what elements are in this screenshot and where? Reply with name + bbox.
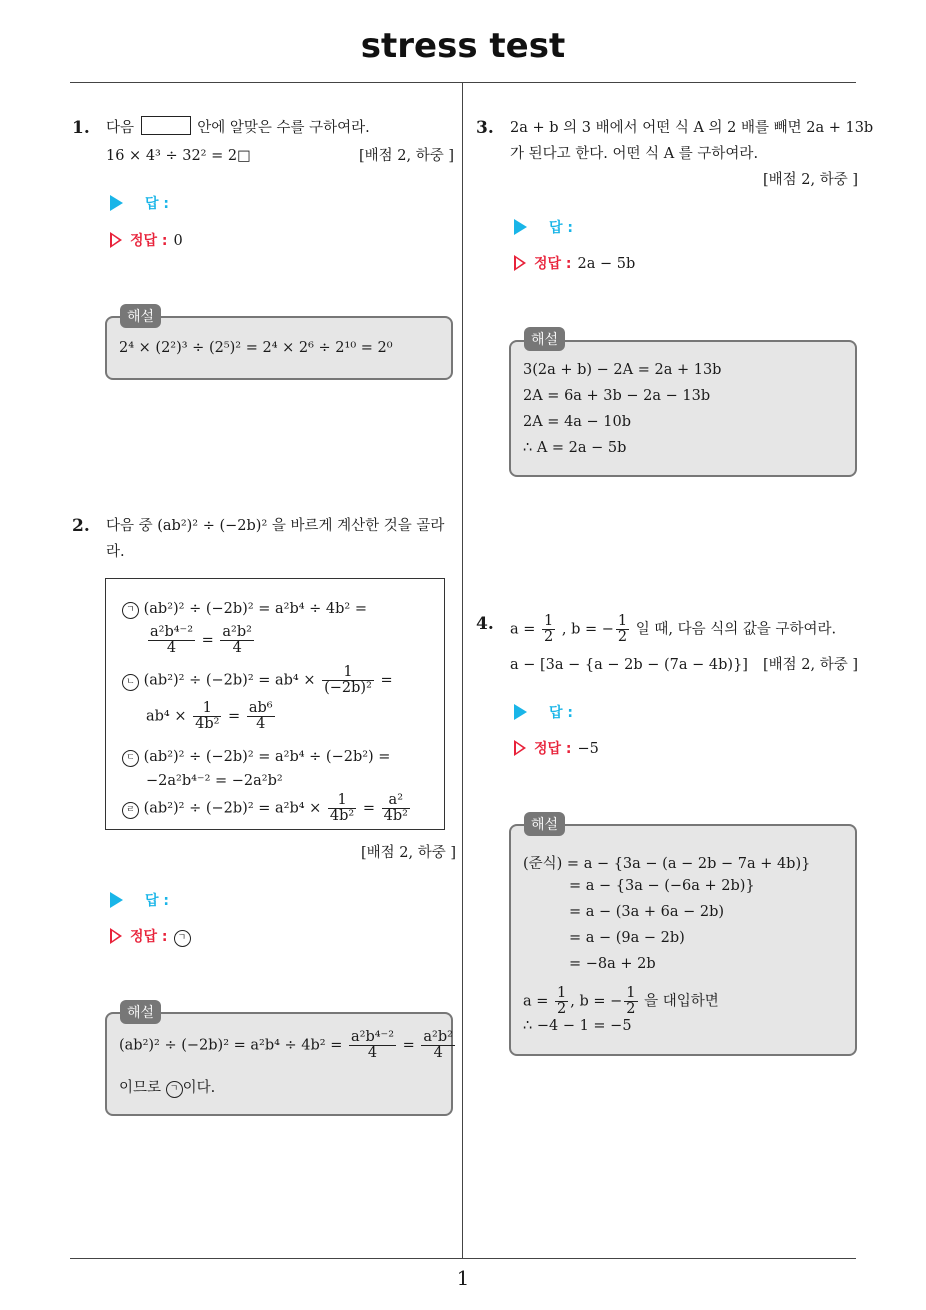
correct-answer-3-value: 2a − 5b bbox=[577, 256, 636, 272]
solution-box-3 bbox=[509, 340, 857, 477]
question-2-score: [배점 2, 하중 ] bbox=[360, 845, 456, 861]
solution-4-line5: = −8a + 2b bbox=[569, 956, 656, 972]
outline-arrow-icon bbox=[110, 928, 122, 944]
correct-answer-4: 정답 : −5 bbox=[514, 738, 599, 758]
question-2-text-line2: 라. bbox=[106, 544, 125, 560]
correct-answer-1: 정답 : 0 bbox=[110, 230, 183, 250]
play-arrow-icon bbox=[514, 704, 527, 720]
question-1-score: [배점 2, 하중 ] bbox=[358, 148, 454, 164]
choice-1-line2: $\frac{\text{a²b⁴⁻²}}{4}$ = $\frac{\text{a²b²}}{4}$ bbox=[150, 624, 252, 656]
choices-box bbox=[105, 578, 445, 830]
choice-2-line1: ㄴ (ab²)² ÷ (−2b)² = ab⁴ × $\frac{1}{\text{(−2b)²}}$ = bbox=[122, 665, 393, 696]
play-arrow-icon bbox=[110, 195, 123, 211]
choice-3-line1: ㄷ (ab²)² ÷ (−2b)² = a²b⁴ ÷ (−2b²) = bbox=[122, 749, 390, 767]
solution-4-line3: = a − (3a + 6a − 2b) bbox=[569, 904, 725, 920]
page-title: stress test bbox=[360, 26, 566, 66]
solution-4-line1: (준식) = a − {3a − (a − 2b − 7a + 4b)} bbox=[523, 856, 811, 872]
question-4-expression: a − [3a − {a − 2b − (7a − 4b)}] bbox=[510, 657, 748, 673]
solution-tag-4: 해설 bbox=[524, 812, 565, 836]
choice-3-line2: −2a²b⁴⁻² = −2a²b² bbox=[146, 773, 283, 789]
top-rule bbox=[70, 82, 856, 83]
play-arrow-icon bbox=[110, 892, 123, 908]
solution-3-line1: 3(2a + b) − 2A = 2a + 13b bbox=[523, 362, 722, 378]
question-1-expression: 16 × 4³ ÷ 32² = 2□ bbox=[106, 148, 251, 164]
choice-3-marker: ㄷ bbox=[122, 750, 139, 767]
answer-blank-box bbox=[141, 116, 191, 135]
solution-4-substitution: a = $\frac{1}{2}$ , b = − $\frac{1}{2}$ 을 대입하면 bbox=[523, 985, 719, 1017]
question-3-text-line2: 가 된다고 한다. 어떤 식 A 를 구하여라. bbox=[510, 146, 759, 162]
choice-4-line1: ㄹ (ab²)² ÷ (−2b)² = a²b⁴ × $\frac{1}{\text{4b²}}$ = $\frac{\text{a²}}{\text{4b²}}$ bbox=[122, 793, 412, 824]
bottom-rule bbox=[70, 1258, 856, 1259]
choice-2-marker: ㄴ bbox=[122, 674, 139, 691]
solution-1-line: 2⁴ × (2²)³ ÷ (2⁵)² = 2⁴ × 2⁶ ÷ 2¹⁰ = 2⁰ bbox=[119, 340, 393, 356]
question-3-score: [배점 2, 하중 ] bbox=[762, 172, 858, 188]
outline-arrow-icon bbox=[514, 255, 526, 271]
question-2-score-row bbox=[106, 840, 456, 866]
solution-tag-1: 해설 bbox=[120, 304, 161, 328]
question-4-number: 4. bbox=[476, 614, 494, 634]
solution-2-line2: 이므로 ㄱ 이다. bbox=[119, 1080, 216, 1096]
correct-answer-4-value: −5 bbox=[577, 741, 599, 757]
solution-4-line4: = a − (9a − 2b) bbox=[569, 930, 685, 946]
choice-4-marker: ㄹ bbox=[122, 802, 139, 819]
solution-box-4 bbox=[509, 824, 857, 1056]
solution-2-line1: (ab²)² ÷ (−2b)² = a²b⁴ ÷ 4b² = $\frac{\text{a²b⁴⁻²}}{4}$ = $\frac{\text{a²b²}}{4}$ bbox=[119, 1029, 453, 1061]
correct-answer-2: 정답 : ㄱ bbox=[110, 926, 191, 947]
correct-answer-1-value: 0 bbox=[173, 233, 183, 249]
outline-arrow-icon bbox=[110, 232, 122, 248]
answer-label-2: 답 : bbox=[110, 890, 169, 910]
solution-box-2 bbox=[105, 1012, 453, 1116]
column-divider bbox=[462, 82, 463, 1258]
correct-answer-3: 정답 : 2a − 5b bbox=[514, 253, 635, 273]
question-2-text-line1: 다음 중 (ab²)² ÷ (−2b)² 을 바르게 계산한 것을 골라 bbox=[106, 518, 445, 534]
page-number: 1 bbox=[456, 1266, 470, 1290]
solution-2-marker: ㄱ bbox=[166, 1081, 183, 1098]
question-1-number: 1. bbox=[72, 118, 90, 138]
solution-4-final: ∴ −4 − 1 = −5 bbox=[523, 1018, 632, 1034]
question-2-number: 2. bbox=[72, 516, 90, 536]
play-arrow-icon bbox=[514, 219, 527, 235]
answer-label-3: 답 : bbox=[514, 217, 573, 237]
answer-label-4: 답 : bbox=[514, 702, 573, 722]
question-3-number: 3. bbox=[476, 118, 494, 138]
solution-3-line2: 2A = 6a + 3b − 2a − 13b bbox=[523, 388, 711, 404]
question-1-text-post: 안에 알맞은 수를 구하여라. bbox=[197, 120, 370, 136]
question-4-condition: a = $\frac{1}{2}$ , b = − $\frac{1}{2}$ 일 때, 다음 식의 값을 구하여라. bbox=[510, 613, 837, 645]
outline-arrow-icon bbox=[514, 740, 526, 756]
choice-1-line1: ㄱ (ab²)² ÷ (−2b)² = a²b⁴ ÷ 4b² = bbox=[122, 601, 367, 619]
answer-label-1: 답 : bbox=[110, 193, 169, 213]
solution-tag-3: 해설 bbox=[524, 327, 565, 351]
choice-1-marker: ㄱ bbox=[122, 602, 139, 619]
solution-3-line3: 2A = 4a − 10b bbox=[523, 414, 632, 430]
question-3-text-line1: 2a + b 의 3 배에서 어떤 식 A 의 2 배를 빼면 2a + 13b bbox=[510, 120, 874, 136]
question-4-score: [배점 2, 하중 ] bbox=[762, 657, 858, 673]
question-1-text-pre: 다음 bbox=[106, 120, 135, 136]
choice-2-line2: ab⁴ × $\frac{1}{\text{4b²}}$ = $\frac{\text{ab⁶}}{4}$ bbox=[146, 700, 273, 732]
solution-3-line4: ∴ A = 2a − 5b bbox=[523, 440, 627, 456]
correct-answer-2-value: ㄱ bbox=[174, 929, 191, 945]
solution-4-line2: = a − {3a − (−6a + 2b)} bbox=[569, 878, 755, 894]
solution-tag-2: 해설 bbox=[120, 1000, 161, 1024]
